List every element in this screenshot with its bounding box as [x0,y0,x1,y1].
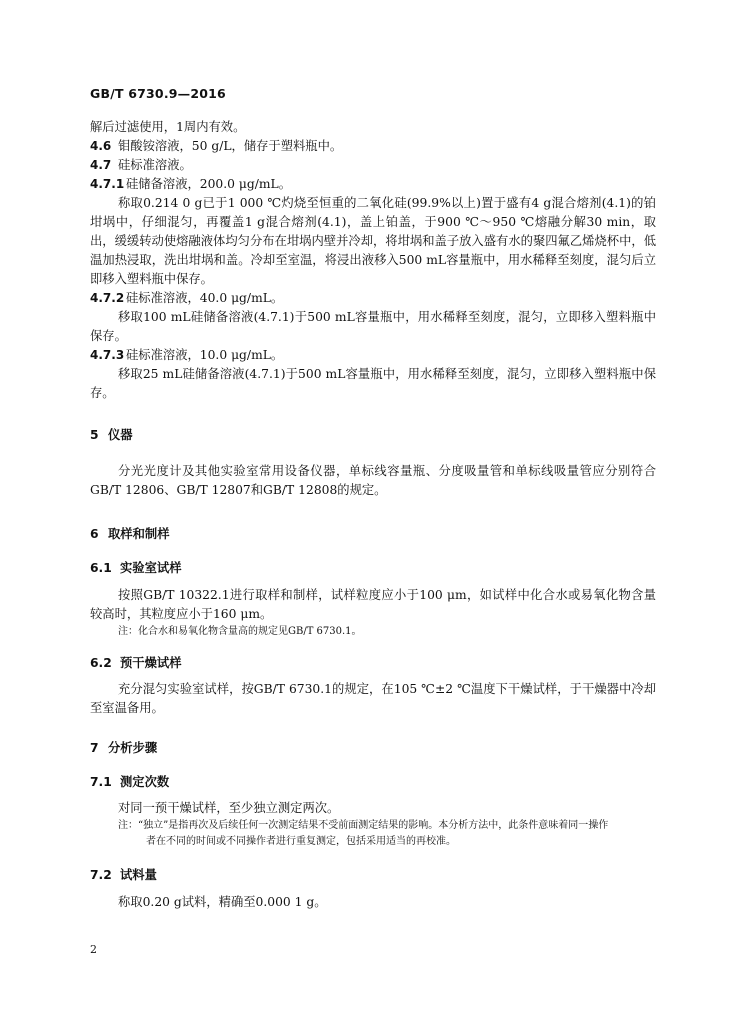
clause-4-7-3-title [90,346,656,365]
section-7-1-body-block [90,799,656,850]
page-number: 2 [90,943,97,956]
clause-4-7 [90,156,656,175]
clause-4-7-3-body: 移取25 mL硅储备溶液(4.7.1)于500 mL容量瓶中，用水稀释至刻度，混匀，立即移入塑料瓶中保存。 [90,367,656,400]
section-6-1-body: 按照GB/T 10322.1进行取样和制样，试样粒度应小于100 μm，如试样中化合水或易氧化物含量较高时，其粒度应小于160 μm。 [90,588,656,621]
clause-number: 4.7.1 [90,177,125,191]
section-7-1-body: 对同一预干燥试样，至少独立测定两次。 [118,801,340,815]
section-heading [90,739,656,758]
section-5-body-block [90,462,656,500]
section-number: 5 [90,428,99,442]
subsection-title: 试料量 [120,868,157,882]
section-4-continuation [90,118,656,403]
section-5-body: 分光光度计及其他实验室常用设备仪器，单标线容量瓶、分度吸量管和单标线吸量管应分别符合GB/T 12806、GB/T 12807和GB/T 12808的规定。 [90,464,656,497]
paragraph-continuation: 解后过滤使用，1周内有效。 [90,120,246,134]
section-6-1-body-block [90,586,656,640]
standard-code: GB/T 6730.9—2016 [90,86,226,101]
section-7-2-body-block [90,893,656,912]
section-number: 7 [90,741,99,755]
clause-text: 硅标准溶液。 [118,158,192,172]
section-title: 分析步骤 [108,741,158,755]
section-7 [90,739,656,758]
section-6 [90,525,656,544]
section-heading [90,426,656,445]
clause-4-7-2-body: 移取100 mL硅储备溶液(4.7.1)于500 mL容量瓶中，用水稀释至刻度，混匀，立即移入塑料瓶中保存。 [90,310,656,343]
clause-4-6 [90,137,656,156]
clause-number: 4.7.3 [90,348,125,362]
subsection-heading [90,773,656,792]
subsection-number: 6.2 [90,656,112,670]
clause-4-7-1-body: 称取0.214 0 g已于1 000 ℃灼烧至恒重的二氧化硅(99.9%以上)置于盛有4 g混合熔剂(4.1)的铂坩埚中，仔细混匀，再覆盖1 g混合熔剂(4.1)，盖上铂盖，于900 ℃～950 ℃熔融分解30 min，取出，缓缓转动使熔融液体均匀分布在坩埚内壁并冷却，将坩埚和盖子放入盛有水的聚四氟乙烯烧杯中，低温加热浸取，洗出坩埚和盖。冷却至室温，将浸出液移入500 mL容量瓶中，用水稀释至刻度，混匀后立即移入塑料瓶中保存。 [90,196,656,286]
subsection-number: 7.1 [90,775,112,789]
section-number: 6 [90,527,99,541]
clause-4-7-2-title [90,289,656,308]
note-line-2: 者在不同的时间或不同操作者进行重复测定，包括采用适当的再校准。 [146,836,456,847]
clause-number: 4.7 [90,158,112,172]
subsection-title: 测定次数 [120,775,170,789]
subsection-heading [90,559,656,578]
clause-text: 钼酸铵溶液，50 g/L，储存于塑料瓶中。 [118,139,343,153]
section-title: 取样和制样 [108,527,170,541]
subsection-title: 实验室试样 [120,561,182,575]
section-6-2-body: 充分混匀实验室试样，按GB/T 6730.1的规定，在105 ℃±2 ℃温度下干燥试样，于干燥器中冷却至室温备用。 [90,682,656,715]
section-6-2 [90,654,656,673]
subsection-title: 预干燥试样 [120,656,182,670]
section-7-2 [90,866,656,885]
subsection-heading [90,654,656,673]
clause-text: 硅标准溶液，10.0 μg/mL。 [126,348,284,362]
section-7-1 [90,773,656,792]
clause-text: 硅标准溶液，40.0 μg/mL。 [126,291,284,305]
section-7-2-body: 称取0.20 g试料，精确至0.000 1 g。 [118,895,327,909]
clause-number: 4.7.2 [90,291,125,305]
subsection-heading [90,866,656,885]
section-title: 仪器 [108,428,133,442]
note-line-1: 注：“独立”是指再次及后续任何一次测定结果不受前面测定结果的影响。本分析方法中，此条件意味着同一操作 [118,820,609,831]
clause-text: 硅储备溶液，200.0 μg/mL。 [126,177,292,191]
subsection-number: 6.1 [90,561,112,575]
section-5 [90,426,656,445]
note: 注：化合水和易氧化物含量高的规定见GB/T 6730.1。 [118,626,362,637]
section-6-2-body-block [90,680,656,718]
section-heading [90,525,656,544]
clause-4-7-1-title [90,175,656,194]
section-6-1 [90,559,656,578]
clause-number: 4.6 [90,139,112,153]
subsection-number: 7.2 [90,868,112,882]
